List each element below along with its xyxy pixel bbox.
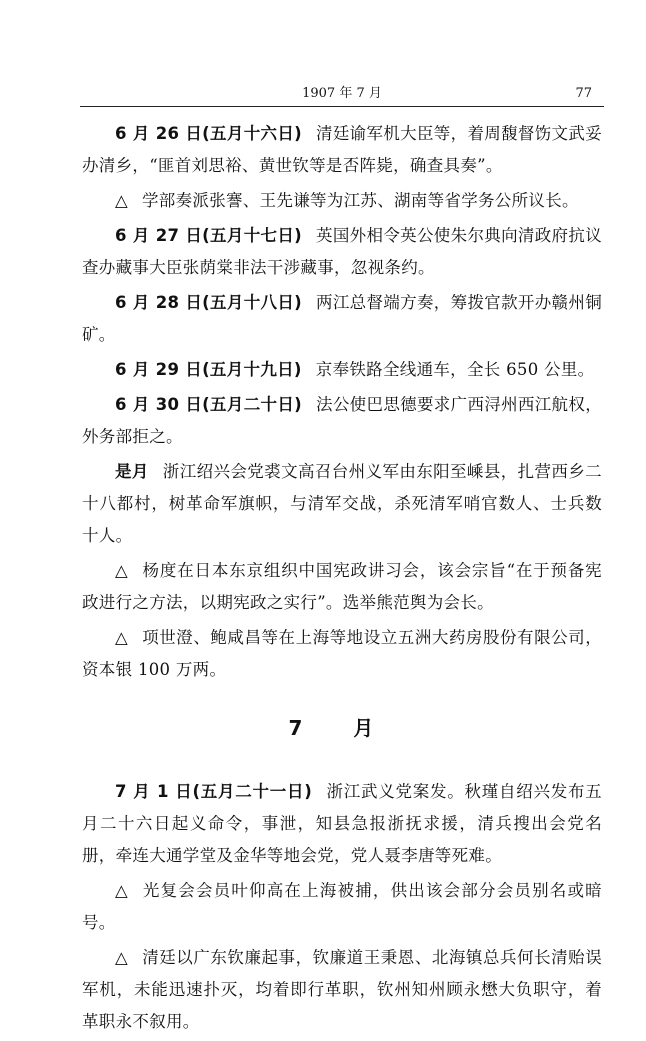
entry-text: 法公使巴思德要求广西浔州西江航权，外务部拒之。 bbox=[82, 395, 602, 446]
entry-text: 杨度在日本东京组织中国宪政讲习会，该会宗旨“在于预备宪政进行之方法，以期宪政之实行”。选举熊范舆为会长。 bbox=[82, 561, 602, 612]
entry-date: 6 月 30 日(五月二十日) bbox=[115, 395, 303, 414]
entry-text: 清廷谕军机大臣等，着周馥督饬文武妥办清乡，“匪首刘思裕、黄世钦等是否阵毙，确查具奏”。 bbox=[82, 124, 602, 175]
entry-text: 英国外相令英公使朱尔典向清政府抗议查办藏事大臣张荫棠非法干涉藏事，忽视条约。 bbox=[82, 226, 602, 277]
entry-date: 7 月 1 日(五月二十一日) bbox=[115, 782, 313, 801]
entry-text: 两江总督端方奏，筹拨官款开办赣州铜矿。 bbox=[82, 293, 602, 344]
entry-june-29 bbox=[82, 354, 602, 386]
entry-text: 学部奏派张謇、王先谦等为江苏、湖南等省学务公所议长。 bbox=[142, 191, 579, 210]
header-rule bbox=[80, 106, 604, 107]
triangle-marker: △ bbox=[115, 881, 129, 900]
entry-date: 6 月 26 日(五月十六日) bbox=[115, 124, 303, 143]
triangle-marker: △ bbox=[115, 628, 129, 647]
entry-text: 京奉铁路全线通车，全长 650 公里。 bbox=[315, 360, 595, 379]
entry-date: 6 月 28 日(五月十八日) bbox=[115, 293, 303, 312]
page-body bbox=[82, 118, 602, 1041]
section-heading-july: 7 月 bbox=[288, 716, 396, 740]
entry-july-1-sub-1 bbox=[82, 875, 602, 939]
entry-date: 是月 bbox=[115, 462, 149, 481]
entry-text: 浙江绍兴会党裘文高召台州义军由东阳至嵊县，扎营西乡二十八都村，树革命军旗帜，与清军交战，杀死清军哨官数人、士兵数十人。 bbox=[82, 462, 602, 545]
entry-june-26-sub bbox=[82, 185, 602, 217]
entry-july-1-sub-2 bbox=[82, 942, 602, 1038]
entry-date: 6 月 29 日(五月十九日) bbox=[115, 360, 302, 379]
entry-june-27 bbox=[82, 220, 602, 284]
header-title: 1907 年 7 月 bbox=[302, 86, 382, 101]
entry-text: 清廷以广东钦廉起事，钦廉道王秉恩、北海镇总兵何长清贻误军机，未能迅速扑灭，均着即行革职，钦州知州顾永懋大负职守，着革职永不叙用。 bbox=[82, 948, 602, 1031]
triangle-marker: △ bbox=[115, 561, 129, 580]
entry-this-month-sub-1 bbox=[82, 555, 602, 619]
entry-this-month bbox=[82, 456, 602, 552]
entry-this-month-sub-2 bbox=[82, 622, 602, 686]
running-header bbox=[80, 84, 604, 104]
entry-text: 项世澄、鲍咸昌等在上海等地设立五洲大药房股份有限公司，资本银 100 万两。 bbox=[82, 628, 602, 679]
entry-june-26 bbox=[82, 118, 602, 182]
triangle-marker: △ bbox=[115, 948, 129, 967]
entry-july-1 bbox=[82, 776, 602, 872]
triangle-marker: △ bbox=[115, 191, 128, 210]
entry-date: 6 月 27 日(五月十七日) bbox=[115, 226, 303, 245]
entry-june-28 bbox=[82, 287, 602, 351]
entry-text: 浙江武义党案发。秋瑾自绍兴发布五月二十六日起义命令，事泄，知县急报浙抚求援，清兵搜出会党名册，牵连大通学堂及金华等地会党，党人聂李唐等死难。 bbox=[82, 782, 602, 865]
entry-text: 光复会会员叶仰高在上海被捕，供出该会部分会员别名或暗号。 bbox=[82, 881, 602, 932]
page-number: 77 bbox=[575, 86, 592, 101]
entry-june-30 bbox=[82, 389, 602, 453]
